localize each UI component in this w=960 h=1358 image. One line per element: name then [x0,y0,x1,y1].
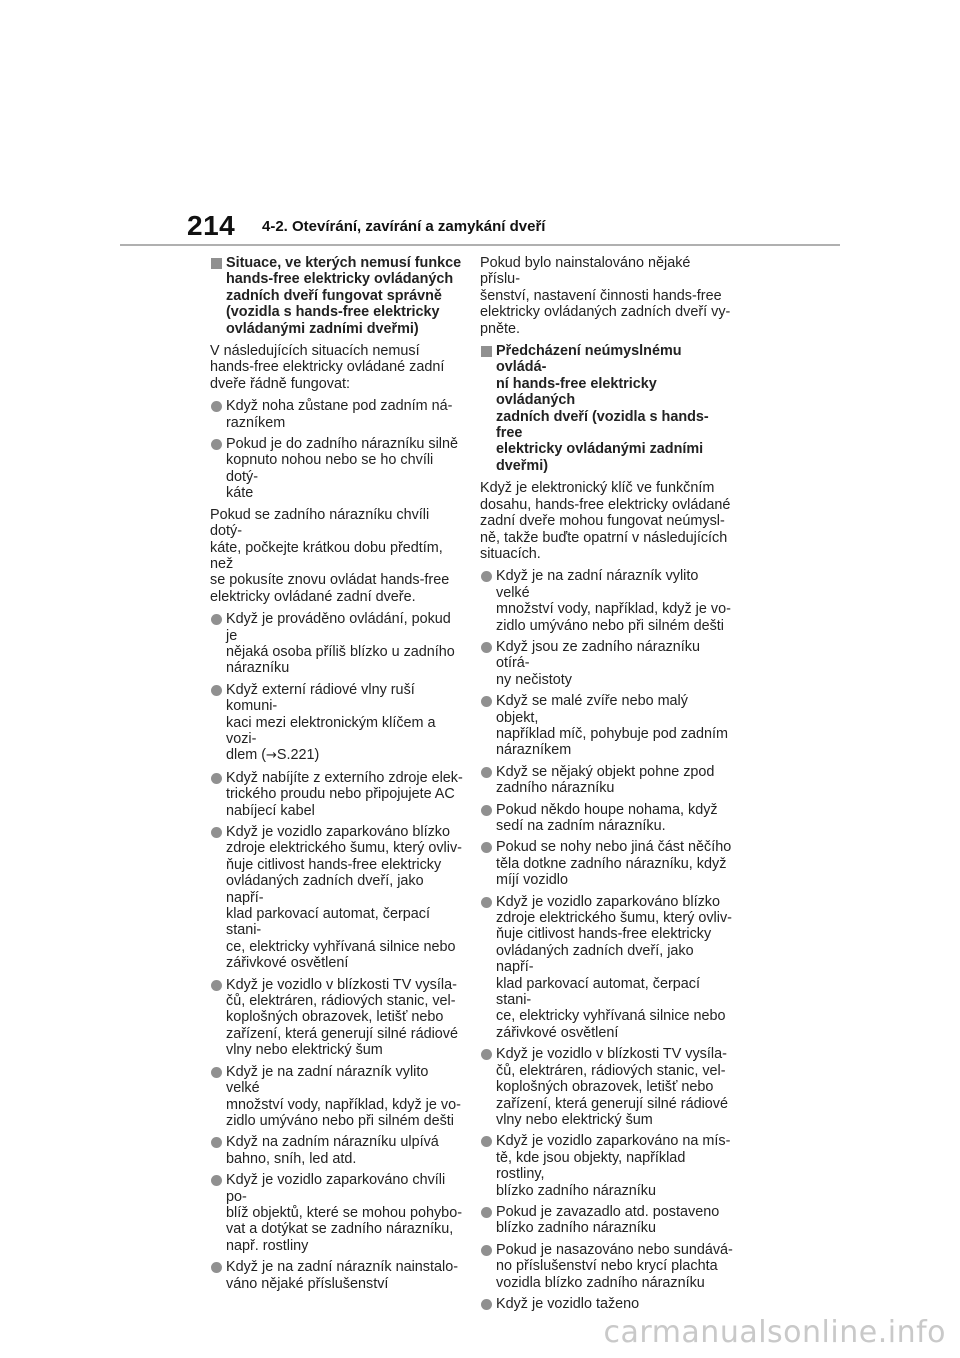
list-item [210,398,464,431]
intro-paragraph: V následujících situacích nemusí hands-free elektricky ovládané zadní dveře řádně fungovat: [210,343,445,392]
circle-bullet-icon [211,1175,222,1186]
circle-bullet-icon [211,439,222,450]
list-item-text: Pokud někdo houpe nohama, když sedí na zadním nárazníku. [496,801,718,834]
list-item [210,436,464,502]
circle-bullet-icon [481,805,492,816]
list-item [210,770,464,819]
square-bullet-icon [481,346,492,357]
list-item [480,1242,734,1291]
section-title: 4-2. Otevírání, zavírání a zamykání dveří [262,218,546,235]
continuation-paragraph: Pokud bylo nainstalováno nějaké příslu- šenství, nastavení činnosti hands-free elektricky ovládaných zadních dveří vy- pněte. [480,255,731,337]
page-reference-link[interactable]: S.221 [276,747,315,764]
circle-bullet-icon [211,401,222,412]
section-heading-2 [480,343,734,474]
watermark-text: carmanualsonline.info [603,1315,946,1350]
page-number: 214 [187,210,236,241]
list-item [480,894,734,1042]
circle-bullet-icon [481,1136,492,1147]
list-item-text: Když je vozidlo v blízkosti TV vysíla- čů, elektráren, rádiových stanic, vel- koplošných obrazovek, letišť nebo zařízení, která generují silné rádiové vlny nebo elektrický šum [496,1046,728,1128]
list-item-text: Když na zadním nárazníku ulpívá bahno, sníh, led atd. [226,1134,439,1167]
circle-bullet-icon [211,980,222,991]
list-item-text: Když nabíjíte z externího zdroje elek- trického proudu nebo připojujete AC nabíjecí kabel [226,769,463,819]
arrow-icon: → [265,748,277,764]
circle-bullet-icon [211,685,222,696]
list-item [480,1296,734,1312]
list-item-text: Když je vozidlo v blízkosti TV vysíla- čů, elektráren, rádiových stanic, vel- koplošných obrazovek, letišť nebo zařízení, která generují silné rádiové vlny nebo elektrický šum [226,976,458,1059]
section-heading-1 [210,255,464,337]
circle-bullet-icon [481,642,492,653]
circle-bullet-icon [481,1245,492,1256]
right-column [480,255,734,1317]
list-item [480,839,734,888]
circle-bullet-icon [481,842,492,853]
header-divider [120,244,840,246]
list-item [480,568,734,634]
list-item [210,611,464,677]
list-item-text: Pokud se nohy nebo jiná část něčího těla dotkne zadního nárazníku, když míjí vozidlo [496,839,732,889]
list-item [210,1064,464,1130]
list-item-text: Když noha zůstane pod zadním ná- razníkem [226,398,453,431]
section-heading-text: Situace, ve kterých nemusí funkce hands-free elektricky ovládaných zadních dveří fungovat správně (vozidla s hands-free elektricky ovládanými zadními dveřmi) [226,255,462,337]
list-item-text: Když je vozidlo zaparkováno chvíli po- blíž objektů, které se mohou pohybo- vat a dotýkat se zadního nárazníku, např. rostliny [226,1172,462,1254]
list-item-text-suffix: ) [314,747,320,764]
page-header [0,0,960,250]
circle-bullet-icon [211,614,222,625]
list-item-text: Když je na zadní nárazník vylito velké množství vody, například, když je vo- zidlo umýváno nebo při silném dešti [226,1063,461,1129]
list-item [210,682,464,765]
list-item [210,1259,464,1292]
list-item-text: Když je na zadní nárazník vylito velké množství vody, například, když je vo- zidlo umýváno nebo při silném dešti [496,568,731,634]
list-item-text: Když externí rádiové vlny ruší komuni- kaci mezi elektronickým klíčem a vozi- dlem ( [226,681,436,764]
list-item [480,764,734,797]
list-item [210,977,464,1059]
list-item-text: Když je vozidlo zaparkováno na mís- tě, kde jsou objekty, například rostliny, blízko zadního nárazníku [496,1133,731,1199]
list-item [480,639,734,688]
circle-bullet-icon [211,1262,222,1273]
list-item-text: Když je vozidlo taženo [496,1295,640,1312]
note-paragraph: Pokud se zadního nárazníku chvíli dotý- káte, počkejte krátkou dobu předtím, než se pokusíte znovu ovládat hands-free elektricky ovládané zadní dveře. [210,506,450,605]
section-heading-text: Předcházení neúmyslnému ovládá- ní hands-free elektricky ovládaných zadních dveří (vozidla s hands-free elektricky ovládanými zadními dveřmi) [496,343,709,474]
list-item-text: Pokud je do zadního nárazníku silně kopnuto nohou nebo se ho chvíli dotý- káte [226,436,459,502]
list-item [480,1046,734,1128]
list-item-text: Pokud je zavazadlo atd. postaveno blízko zadního nárazníku [496,1203,720,1237]
list-item-text: Pokud je nasazováno nebo sundává- no příslušenství nebo krycí plachta vozidla blízko zadního nárazníku [496,1241,733,1291]
list-item [480,1204,734,1237]
list-item-text: Když se nějaký objekt pohne zpod zadního nárazníku [496,763,715,797]
circle-bullet-icon [211,1067,222,1078]
circle-bullet-icon [211,827,222,838]
list-item-text: Když se malé zvíře nebo malý objekt, například míč, pohybuje pod zadním nárazníkem [496,693,728,759]
list-item [480,1133,734,1199]
list-item [210,1172,464,1254]
list-item [480,802,734,835]
circle-bullet-icon [481,1049,492,1060]
circle-bullet-icon [481,571,492,582]
intro-paragraph: Když je elektronický klíč ve funkčním dosahu, hands-free elektricky ovládané zadní dveře mohou fungovat neúmysl- ně, takže buďte opatrní v následujících situacích. [480,480,731,562]
list-item [480,693,734,759]
list-item [210,824,464,972]
list-item [210,1134,464,1167]
left-column [210,255,464,1297]
circle-bullet-icon [211,773,222,784]
circle-bullet-icon [211,1137,222,1148]
circle-bullet-icon [481,696,492,707]
list-item-text: Když je na zadní nárazník nainstalo- váno nějaké příslušenství [226,1259,458,1292]
circle-bullet-icon [481,1207,492,1218]
list-item-text: Když je vozidlo zaparkováno blízko zdroje elektrického šumu, který ovliv- ňuje citlivost hands-free elektricky ovládaných zadních dveří, jako napří- klad parkovací automat, čerpací stani- ce, elektricky vyhřívaná silnice nebo zářivkové osvětlení [226,824,462,972]
circle-bullet-icon [481,1299,492,1310]
list-item-text: Když je vozidlo zaparkováno blízko zdroje elektrického šumu, který ovliv- ňuje citlivost hands-free elektricky ovládaných zadních dveří, jako napří- klad parkovací automat, čerpací stani- ce, elektricky vyhřívaná silnice nebo zářivkové osvětlení [496,893,732,1041]
square-bullet-icon [211,258,222,269]
list-item-text: Když jsou ze zadního nárazníku otírá- ny nečistoty [496,638,700,688]
list-item-text: Když je prováděno ovládání, pokud je nějaká osoba příliš blízko u zadního nárazníku [226,611,455,677]
circle-bullet-icon [481,897,492,908]
circle-bullet-icon [481,767,492,778]
